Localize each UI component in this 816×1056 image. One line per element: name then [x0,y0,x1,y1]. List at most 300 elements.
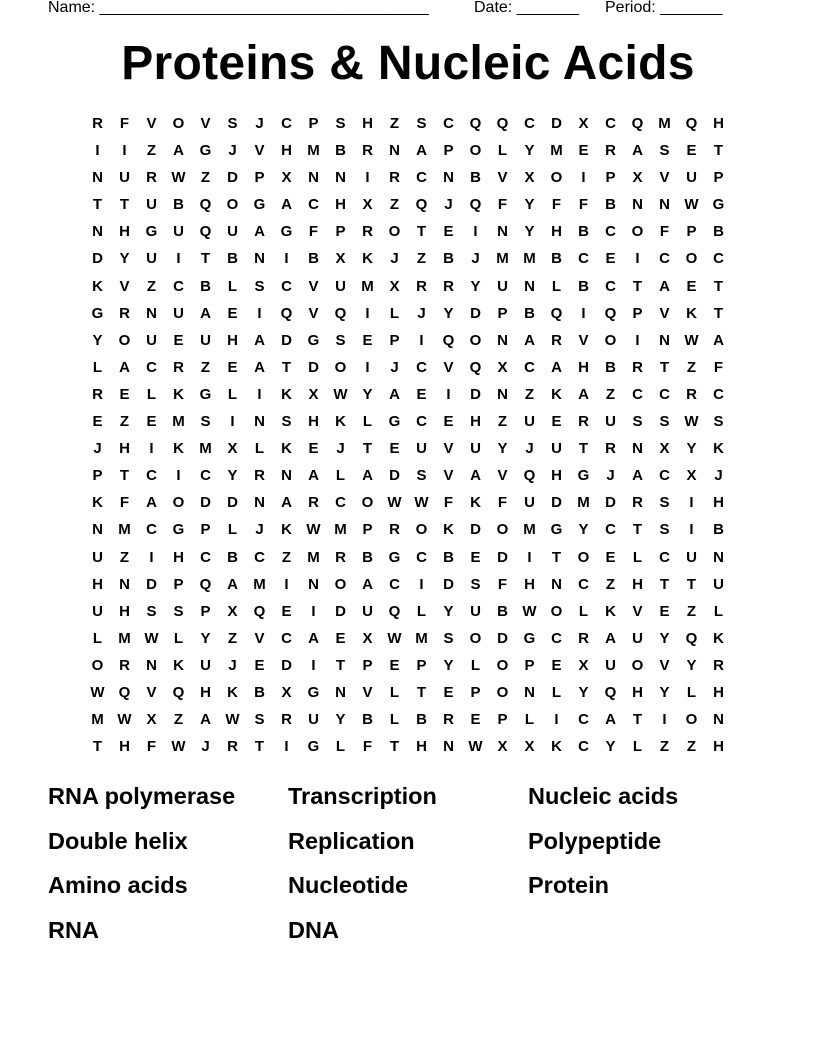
grid-letter: N [119,575,130,593]
grid-letter: G [280,223,293,241]
grid-letter: Q [199,575,212,593]
grid-letter: U [551,440,562,458]
grid-letter: S [335,331,346,349]
grid-letter: Z [227,629,238,647]
grid-letter: V [497,169,508,187]
grid-letter: K [362,250,373,268]
grid-letter: Y [605,738,616,756]
name-field: Name: _____________________________________ [48,0,429,16]
grid-letter: R [389,169,400,187]
word-bank-item: RNA polymerase [48,783,236,809]
grid-letter: M [550,142,563,160]
grid-letter: L [227,385,238,403]
grid-letter: N [335,169,346,187]
grid-letter: A [281,196,292,214]
grid-letter: T [92,196,103,214]
grid-letter: B [362,711,373,729]
grid-letter: V [308,304,319,322]
grid-letter: H [362,115,373,132]
grid-letter: K [281,440,292,458]
grid-letter: O [550,169,563,187]
grid-letter: O [172,494,185,512]
grid-row [84,544,732,571]
grid-letter: L [362,413,373,431]
grid-letter: Y [524,223,535,241]
grid-letter: B [524,304,535,322]
grid-letter: C [659,467,670,485]
grid-letter: E [605,250,616,268]
grid-letter: H [119,440,130,458]
word-search-grid [84,110,732,760]
grid-letter: D [497,629,508,647]
grid-letter: A [632,142,643,160]
grid-letter: C [416,358,427,376]
grid-letter: I [149,440,154,458]
grid-letter: S [281,413,292,431]
grid-letter: T [416,683,427,701]
grid-letter: I [311,656,316,674]
grid-letter: S [443,629,454,647]
grid-letter: D [389,467,400,485]
grid-letter: V [443,467,454,485]
grid-letter: K [227,683,238,701]
grid-letter: D [551,494,562,512]
grid-letter: O [469,629,482,647]
grid-letter: Z [389,115,400,132]
grid-letter: S [659,142,670,160]
grid-letter: V [200,115,211,132]
grid-letter: Z [605,385,616,403]
grid-letter: V [659,656,670,674]
grid-letter: Q [550,304,563,322]
grid-letter: A [416,142,427,160]
grid-letter: U [92,602,103,620]
grid-letter: G [577,467,590,485]
grid-letter: E [686,277,697,295]
grid-letter: C [200,467,211,485]
grid-row [84,218,732,245]
grid-letter: N [632,196,643,214]
grid-letter: H [713,494,724,512]
grid-letter: J [444,196,453,214]
word-bank [48,779,768,957]
grid-letter: Y [200,629,211,647]
grid-letter: A [227,575,238,593]
grid-letter: J [93,440,102,458]
grid-letter: V [146,115,157,132]
grid-letter: Z [281,548,292,566]
grid-letter: A [389,385,400,403]
grid-letter: Z [173,711,184,729]
grid-letter: V [497,467,508,485]
grid-row [84,625,732,652]
grid-letter: W [387,629,402,647]
grid-letter: Y [470,277,481,295]
grid-letter: I [257,385,262,403]
grid-letter: C [281,115,292,132]
grid-letter: I [176,250,181,268]
grid-letter: B [443,250,454,268]
grid-letter: H [416,738,427,756]
grid-row [84,137,732,164]
grid-letter: R [362,142,373,160]
grid-letter: C [578,575,589,593]
grid-letter: C [578,250,589,268]
grid-letter: O [631,656,644,674]
grid-letter: O [631,223,644,241]
grid-letter: W [684,331,699,349]
grid-letter: B [443,548,454,566]
grid-letter: I [419,331,424,349]
grid-letter: H [227,331,238,349]
grid-letter: H [632,683,643,701]
grid-row [84,245,732,272]
grid-letter: G [307,331,320,349]
grid-letter: T [254,738,265,756]
grid-letter: S [416,467,427,485]
grid-letter: Q [604,683,617,701]
grid-letter: Y [659,629,670,647]
grid-letter: V [308,277,319,295]
grid-letter: P [470,683,481,701]
grid-letter: H [551,223,562,241]
grid-letter: F [578,196,589,214]
grid-letter: F [308,223,319,241]
grid-letter: I [689,494,694,512]
grid-letter: Z [659,738,670,756]
grid-letter: T [632,711,643,729]
grid-letter: D [335,602,346,620]
grid-letter: D [281,331,292,349]
grid-letter: Y [362,385,373,403]
grid-letter: O [550,602,563,620]
grid-row [84,516,732,543]
grid-letter: S [200,413,211,431]
grid-letter: N [254,250,265,268]
grid-letter: T [389,738,400,756]
grid-row [84,381,732,408]
grid-letter: C [632,385,643,403]
grid-letter: W [90,683,105,701]
grid-letter: Z [605,575,616,593]
grid-letter: U [497,277,508,295]
grid-letter: S [173,602,184,620]
grid-letter: R [362,223,373,241]
word-bank-item: Nucleic acids [528,783,679,809]
grid-letter: I [257,304,262,322]
grid-letter: S [416,115,427,132]
grid-letter: X [227,440,238,458]
grid-letter: A [605,711,616,729]
grid-letter: C [524,115,535,132]
grid-letter: M [199,440,212,458]
grid-letter: I [581,304,586,322]
grid-letter: C [146,521,157,539]
grid-letter: J [417,304,426,322]
grid-letter: F [362,738,373,756]
grid-letter: E [362,331,373,349]
grid-letter: H [713,683,724,701]
grid-letter: C [659,385,670,403]
grid-letter: L [686,683,697,701]
grid-letter: N [497,223,508,241]
grid-letter: L [173,629,184,647]
grid-letter: R [713,656,724,674]
grid-letter: U [470,440,481,458]
grid-letter: P [254,169,265,187]
grid-letter: I [365,304,370,322]
grid-letter: L [470,656,481,674]
grid-letter: H [200,683,211,701]
grid-letter: G [307,683,320,701]
grid-letter: O [685,250,698,268]
grid-letter: A [713,331,724,349]
grid-letter: A [632,467,643,485]
grid-letter: J [336,440,345,458]
grid-letter: R [578,413,589,431]
grid-letter: U [686,548,697,566]
grid-letter: M [523,250,536,268]
grid-letter: I [149,548,154,566]
grid-letter: B [227,250,238,268]
grid-letter: O [388,223,401,241]
grid-letter: L [254,440,265,458]
grid-letter: E [227,358,238,376]
grid-letter: C [146,467,157,485]
grid-letter: W [684,196,699,214]
grid-letter: I [662,711,667,729]
grid-letter: I [419,575,424,593]
grid-letter: Y [443,656,454,674]
grid-letter: N [524,683,535,701]
grid-letter: Q [604,304,617,322]
grid-letter: I [635,250,640,268]
grid-letter: Y [524,196,535,214]
grid-letter: J [255,521,264,539]
grid-letter: P [713,169,724,187]
grid-letter: F [497,196,508,214]
grid-letter: F [119,115,130,132]
grid-letter: G [172,521,185,539]
grid-letter: E [335,629,346,647]
grid-letter: S [227,115,238,132]
grid-letter: C [200,548,211,566]
grid-letter: U [200,331,211,349]
grid-letter: O [415,521,428,539]
grid-letter: X [146,711,157,729]
grid-letter: Z [416,250,427,268]
grid-letter: C [659,548,670,566]
grid-letter: R [335,548,346,566]
grid-letter: Y [578,521,589,539]
grid-letter: R [119,656,130,674]
grid-letter: F [146,738,157,756]
grid-letter: I [446,385,451,403]
grid-letter: T [335,656,346,674]
grid-letter: A [362,575,373,593]
grid-letter: V [632,602,643,620]
grid-letter: D [470,521,481,539]
grid-letter: T [362,440,373,458]
grid-row [84,489,732,516]
grid-letter: G [199,142,212,160]
grid-letter: U [470,602,481,620]
grid-letter: E [119,385,130,403]
grid-letter: C [146,358,157,376]
grid-letter: D [470,385,481,403]
grid-letter: T [632,277,643,295]
grid-letter: P [389,331,400,349]
grid-letter: H [281,142,292,160]
grid-letter: T [200,250,211,268]
grid-row [84,462,732,489]
grid-letter: G [199,385,212,403]
grid-letter: D [308,358,319,376]
grid-letter: E [308,440,319,458]
grid-letter: L [578,602,589,620]
grid-letter: U [524,413,535,431]
page-title: Proteins & Nucleic Acids [121,37,695,90]
grid-letter: E [443,683,454,701]
grid-letter: B [173,196,184,214]
grid-letter: G [523,629,536,647]
grid-letter: L [524,711,535,729]
grid-letter: V [659,304,670,322]
grid-letter: H [551,467,562,485]
grid-letter: L [389,304,400,322]
grid-letter: C [416,413,427,431]
word-bank-item: Polypeptide [528,827,662,854]
grid-letter: R [146,169,157,187]
grid-letter: H [119,602,130,620]
word-bank-item: RNA [48,916,99,943]
grid-letter: A [605,629,616,647]
grid-row [84,706,732,733]
grid-letter: C [713,385,724,403]
grid-letter: E [605,548,616,566]
grid-letter: Z [200,358,211,376]
grid-letter: G [388,413,401,431]
grid-letter: P [416,656,427,674]
grid-letter: N [92,169,103,187]
grid-letter: Q [415,196,428,214]
grid-letter: P [200,602,211,620]
grid-letter: C [578,711,589,729]
grid-letter: W [684,413,699,431]
grid-letter: D [497,548,508,566]
grid-letter: A [308,629,319,647]
grid-letter: V [254,142,265,160]
grid-letter: X [362,629,373,647]
grid-letter: I [284,250,289,268]
grid-letter: W [522,602,537,620]
grid-letter: E [389,440,400,458]
grid-letter: X [578,115,589,132]
grid-letter: C [416,548,427,566]
grid-letter: Q [199,223,212,241]
grid-letter: K [551,385,562,403]
grid-letter: O [496,521,509,539]
grid-letter: M [172,413,185,431]
grid-letter: G [388,548,401,566]
grid-letter: D [605,494,616,512]
grid-letter: S [659,413,670,431]
grid-letter: D [200,494,211,512]
grid-letter: Q [631,115,644,132]
grid-letter: V [443,440,454,458]
grid-letter: J [714,467,723,485]
grid-letter: D [146,575,157,593]
grid-letter: T [713,304,724,322]
grid-letter: X [227,602,238,620]
grid-letter: P [362,656,373,674]
grid-letter: J [255,115,264,132]
grid-letter: E [686,142,697,160]
grid-letter: B [605,196,616,214]
grid-letter: C [578,738,589,756]
grid-letter: C [605,223,616,241]
grid-letter: K [713,629,724,647]
grid-letter: J [390,358,399,376]
grid-letter: U [605,656,616,674]
grid-letter: Q [469,358,482,376]
grid-letter: X [524,169,535,187]
grid-letter: M [253,575,266,593]
grid-letter: K [605,602,616,620]
grid-letter: H [173,548,184,566]
grid-letter: O [118,331,131,349]
grid-letter: C [443,115,454,132]
grid-letter: W [468,738,483,756]
grid-letter: G [253,196,266,214]
grid-letter: B [335,142,346,160]
word-bank-item: Nucleotide [288,872,409,898]
grid-letter: Y [92,331,103,349]
grid-letter: E [146,413,157,431]
grid-letter: Q [469,115,482,132]
grid-letter: B [578,223,589,241]
grid-letter: J [525,440,534,458]
word-bank-item: Double helix [48,827,188,854]
grid-letter: Y [119,250,130,268]
grid-letter: R [227,738,238,756]
grid-letter: Z [686,738,697,756]
grid-letter: U [119,169,130,187]
grid-letter: U [308,711,319,729]
grid-letter: N [497,331,508,349]
grid-letter: Y [686,656,697,674]
grid-letter: A [173,142,184,160]
grid-letter: K [470,494,481,512]
grid-letter: A [308,467,319,485]
grid-letter: B [713,223,724,241]
grid-letter: C [713,250,724,268]
grid-letter: P [335,223,346,241]
grid-letter: G [550,521,563,539]
grid-letter: N [389,142,400,160]
grid-letter: P [686,223,697,241]
grid-row [84,598,732,625]
grid-letter: I [581,169,586,187]
grid-letter: U [335,277,346,295]
grid-letter: Q [496,115,509,132]
grid-letter: D [92,250,103,268]
grid-letter: E [578,142,589,160]
grid-letter: X [497,738,508,756]
grid-letter: P [632,304,643,322]
grid-letter: N [335,683,346,701]
grid-letter: N [497,385,508,403]
